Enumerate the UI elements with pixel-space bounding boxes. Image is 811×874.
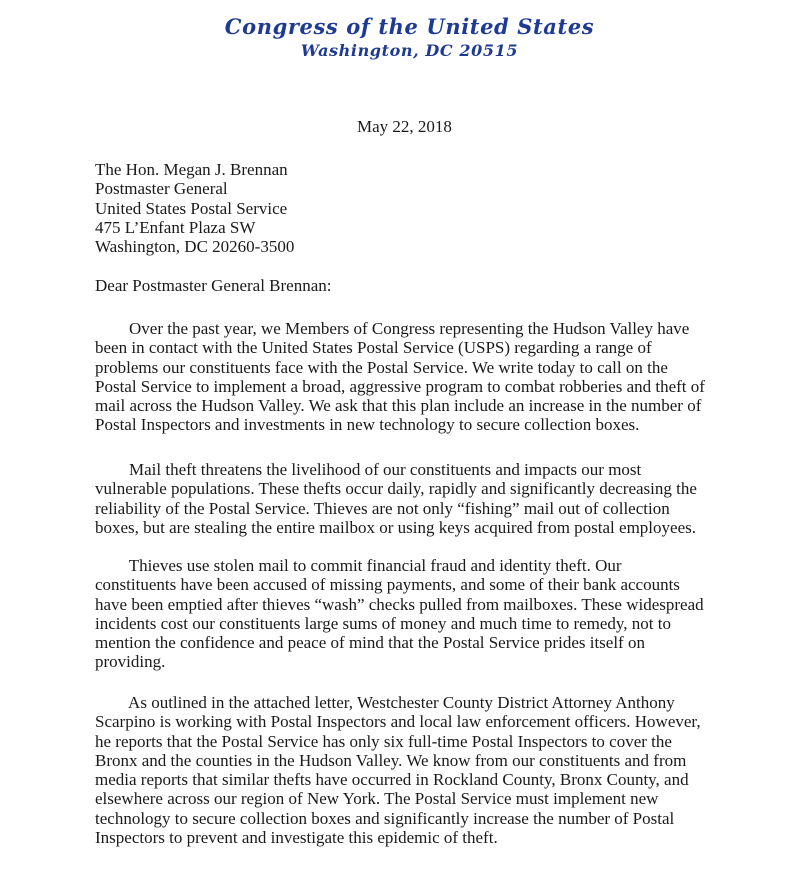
paragraph-line: Mail theft threatens the livelihood of our constituents and impacts our most [95, 460, 642, 479]
body-paragraph-4 [95, 693, 735, 847]
body-paragraph-2 [95, 460, 735, 537]
paragraph-line: constituents have been accused of missing payments, and some of their bank accounts [95, 575, 680, 595]
paragraph-line: elsewhere across our region of New York. The Postal Service must implement new [95, 789, 659, 809]
paragraph-line: As outlined in the attached letter, Westchester County District Attorney Anthony [95, 693, 675, 712]
address-line: Postmaster General [95, 179, 228, 199]
paragraph-line: technology to secure collection boxes and significantly increase the number of Postal [95, 808, 675, 828]
paragraph-line: Over the past year, we Members of Congress representing the Hudson Valley have [95, 319, 690, 338]
paragraph-line: Postal Inspectors and investments in new technology to secure collection boxes. [95, 415, 640, 435]
paragraph-line: mention the confidence and peace of mind that the Postal Service prides itself on [95, 633, 645, 653]
paragraph-line: incidents cost our constituents large sums of money and much time to remedy, not to [95, 613, 672, 633]
address-line: United States Postal Service [95, 198, 288, 218]
paragraph-line: have been emptied after thieves “wash” checks pulled from mailboxes. These widespread [95, 594, 704, 614]
paragraph-line: Thieves use stolen mail to commit financial fraud and identity theft. Our [95, 556, 622, 575]
salutation: Dear Postmaster General Brennan: [95, 276, 332, 295]
paragraph-line: Postal Service to implement a broad, aggressive program to combat robberies and theft of [95, 376, 705, 396]
paragraph-line: media reports that similar thefts have occurred in Rockland County, Bronx County, and [95, 770, 689, 790]
body-paragraph-1 [95, 319, 735, 435]
paragraph-line: Scarpino is working with Postal Inspectors and local law enforcement officers. However, [95, 712, 701, 732]
letterhead-title: Congress of the United States [224, 14, 595, 39]
letter-date: May 22, 2018 [357, 117, 452, 136]
paragraph-line: providing. [95, 652, 166, 672]
address-line: The Hon. Megan J. Brennan [95, 160, 288, 179]
address-line: 475 L’Enfant Plaza SW [95, 217, 256, 237]
paragraph-line: he reports that the Postal Service has only six full-time Postal Inspectors to cover the [95, 731, 672, 751]
paragraph-line: problems our constituents face with the Postal Service. We write today to call on the [95, 357, 668, 377]
paragraph-line: mail across the Hudson Valley. We ask that this plan include an increase in the number of [95, 396, 702, 416]
letterhead [0, 14, 811, 62]
recipient-address [95, 160, 294, 256]
paragraph-line: vulnerable populations. These thefts occur daily, rapidly and significantly decreasing the [95, 479, 697, 499]
body-paragraph-3 [95, 556, 735, 672]
paragraph-line: Bronx and the counties in the Hudson Valley. We know from our constituents and from [95, 750, 687, 770]
paragraph-line: been in contact with the United States Postal Service (USPS) regarding a range of [95, 338, 652, 358]
paragraph-line: boxes, but are stealing the entire mailbox or using keys acquired from postal employees. [95, 517, 696, 537]
letterhead-city: Washington, DC 20515 [300, 41, 519, 60]
paragraph-line: reliability of the Postal Service. Thieves are not only “fishing” mail out of collection [95, 498, 670, 518]
address-line: Washington, DC 20260-3500 [95, 237, 295, 257]
paragraph-line: Inspectors to prevent and investigate this epidemic of theft. [95, 828, 498, 848]
